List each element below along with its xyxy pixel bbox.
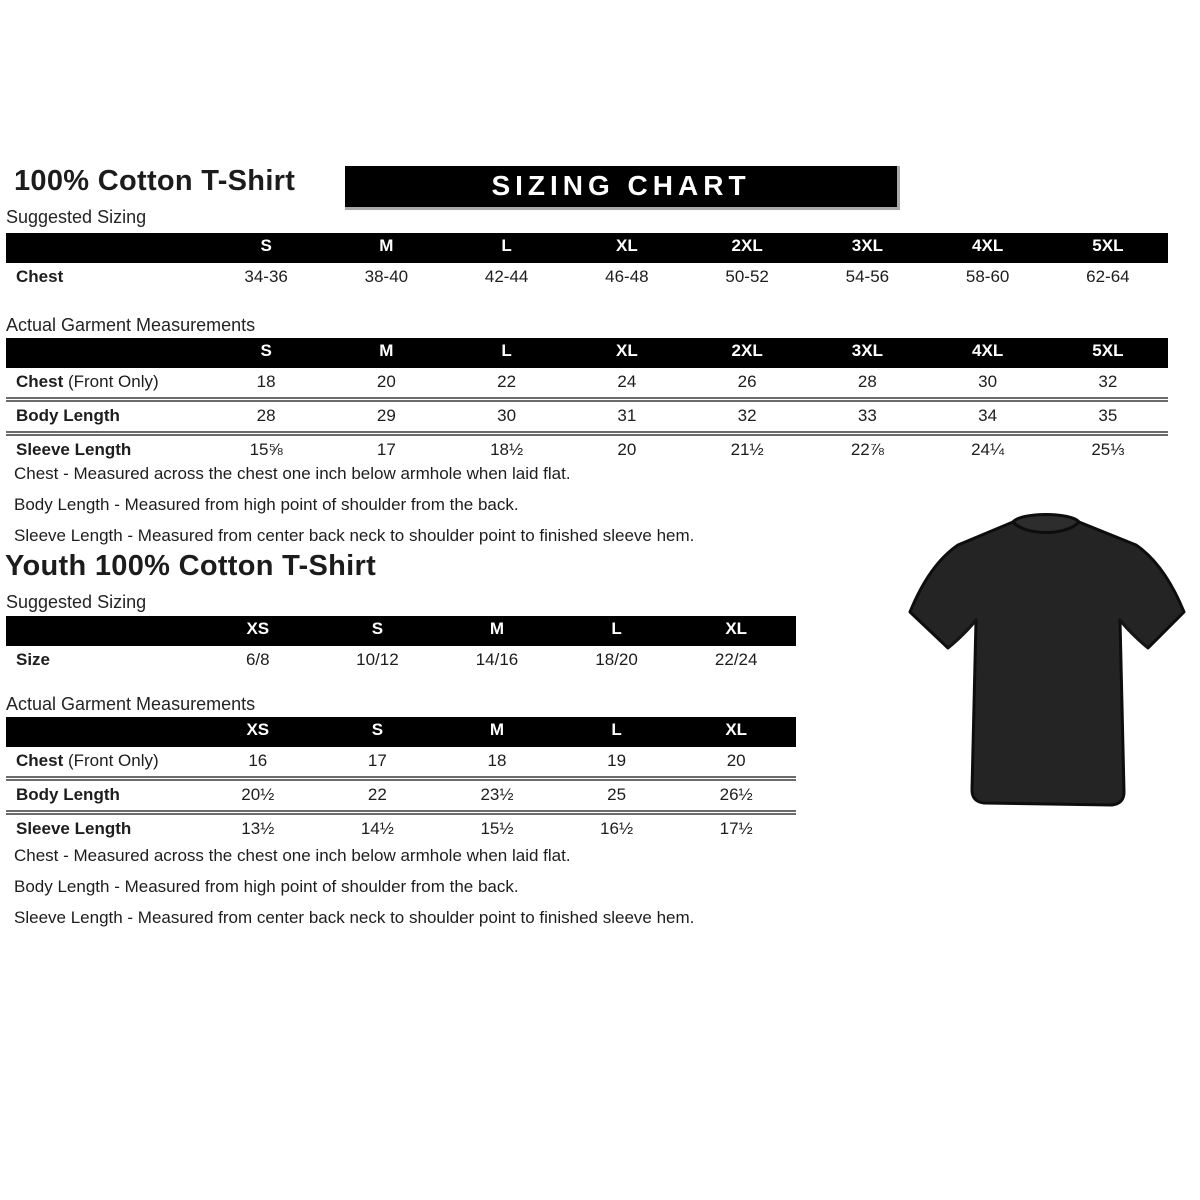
row-label-text: Size — [16, 650, 51, 669]
table-cell: 16½ — [557, 813, 677, 845]
table-cell: 18/20 — [557, 645, 677, 676]
table-cell: 35 — [1048, 400, 1168, 434]
size-column-header: S — [206, 233, 326, 262]
adult-title: 100% Cotton T-Shirt — [14, 165, 296, 197]
table-cell: 20 — [676, 746, 796, 779]
size-column-header: XL — [676, 717, 796, 746]
size-column-header: L — [447, 338, 567, 367]
sizing-chart-banner: SIZING CHART — [345, 166, 900, 210]
table-cell: 13½ — [198, 813, 318, 845]
size-column-header: XL — [567, 233, 687, 262]
table-cell: 25⅓ — [1048, 434, 1168, 466]
table-cell: 30 — [447, 400, 567, 434]
size-column-header: 3XL — [807, 233, 927, 262]
row-label-text: Chest — [16, 751, 64, 770]
table-row-size — [6, 645, 796, 676]
table-cell: 33 — [807, 400, 927, 434]
table-cell: 10/12 — [318, 645, 438, 676]
table-cell: 32 — [687, 400, 807, 434]
youth-title: Youth 100% Cotton T-Shirt — [5, 550, 377, 582]
size-column-header: M — [437, 616, 557, 645]
size-column-header: 5XL — [1048, 338, 1168, 367]
adult-measurement-notes — [14, 458, 694, 551]
table-cell: 38-40 — [326, 262, 446, 293]
row-label-suffix: (Front Only) — [63, 751, 159, 770]
table-cell: 14/16 — [437, 645, 557, 676]
table-cell: 34 — [928, 400, 1048, 434]
size-column-header: L — [557, 717, 677, 746]
table-cell: 46-48 — [567, 262, 687, 293]
note-body-length: Body Length - Measured from high point of shoulder from the back. — [14, 877, 519, 896]
row-label-text: Body Length — [16, 406, 120, 425]
adult-actual-measurements-table — [6, 338, 1168, 465]
size-column-header: XS — [198, 717, 318, 746]
table-cell: 23½ — [437, 779, 557, 813]
row-label — [6, 262, 206, 293]
size-column-header: 3XL — [807, 338, 927, 367]
table-row-body-length — [6, 779, 796, 813]
table-cell: 28 — [206, 400, 326, 434]
table-cell: 32 — [1048, 367, 1168, 400]
note-sleeve-length: Sleeve Length - Measured from center back neck to shoulder point to finished sleeve hem. — [14, 908, 695, 927]
row-label-text: Chest — [16, 267, 64, 286]
header-empty-cell — [6, 233, 206, 262]
row-label-text: Sleeve Length — [16, 440, 132, 459]
table-cell: 28 — [807, 367, 927, 400]
size-column-header: XS — [198, 616, 318, 645]
tshirt-image — [896, 490, 1196, 820]
table-header-row — [6, 233, 1168, 262]
table-header-row — [6, 616, 796, 645]
table-cell: 54-56 — [807, 262, 927, 293]
table-cell: 20 — [567, 434, 687, 466]
table-row-chest — [6, 746, 796, 779]
table-cell: 24 — [567, 367, 687, 400]
table-row-chest — [6, 367, 1168, 400]
table-cell: 22⅞ — [807, 434, 927, 466]
tshirt-icon — [896, 490, 1196, 820]
header-empty-cell — [6, 616, 198, 645]
table-cell: 62-64 — [1048, 262, 1168, 293]
table-cell: 17 — [318, 746, 438, 779]
table-row-body-length — [6, 400, 1168, 434]
row-label — [6, 746, 198, 779]
table-cell: 18 — [206, 367, 326, 400]
table-cell: 17½ — [676, 813, 796, 845]
table-header-row — [6, 338, 1168, 367]
table-cell: 29 — [326, 400, 446, 434]
note-chest: Chest - Measured across the chest one inch below armhole when laid flat. — [14, 846, 571, 865]
table-cell: 21½ — [687, 434, 807, 466]
size-column-header: S — [206, 338, 326, 367]
table-cell: 50-52 — [687, 262, 807, 293]
table-cell: 16 — [198, 746, 318, 779]
row-label — [6, 779, 198, 813]
size-column-header: S — [318, 616, 438, 645]
note-chest: Chest - Measured across the chest one inch below armhole when laid flat. — [14, 464, 571, 483]
youth-suggested-sizing-table — [6, 616, 796, 675]
table-cell: 25 — [557, 779, 677, 813]
table-cell: 26 — [687, 367, 807, 400]
table-cell: 19 — [557, 746, 677, 779]
size-column-header: XL — [567, 338, 687, 367]
table-cell: 20 — [326, 367, 446, 400]
size-column-header: S — [318, 717, 438, 746]
row-label-text: Chest — [16, 372, 64, 391]
table-cell: 17 — [326, 434, 446, 466]
size-column-header: L — [557, 616, 677, 645]
row-label — [6, 645, 198, 676]
size-column-header: 2XL — [687, 338, 807, 367]
table-cell: 22 — [447, 367, 567, 400]
size-column-header: M — [326, 233, 446, 262]
size-column-header: M — [437, 717, 557, 746]
adult-actual-measurements-label: Actual Garment Measurements — [6, 315, 256, 335]
table-cell: 24¼ — [928, 434, 1048, 466]
size-column-header: 4XL — [928, 233, 1048, 262]
table-cell: 6/8 — [198, 645, 318, 676]
table-cell: 22 — [318, 779, 438, 813]
table-cell: 22/24 — [676, 645, 796, 676]
size-column-header: L — [447, 233, 567, 262]
table-cell: 18 — [437, 746, 557, 779]
table-cell: 42-44 — [447, 262, 567, 293]
adult-suggested-sizing-table — [6, 233, 1168, 292]
table-cell: 26½ — [676, 779, 796, 813]
row-label-suffix: (Front Only) — [63, 372, 159, 391]
table-cell: 31 — [567, 400, 687, 434]
note-sleeve-length: Sleeve Length - Measured from center back neck to shoulder point to finished sleeve hem. — [14, 526, 695, 545]
note-body-length: Body Length - Measured from high point of shoulder from the back. — [14, 495, 519, 514]
table-header-row — [6, 717, 796, 746]
youth-actual-measurements-table — [6, 717, 796, 844]
youth-suggested-sizing-label: Suggested Sizing — [6, 592, 147, 612]
size-column-header: 2XL — [687, 233, 807, 262]
table-cell: 30 — [928, 367, 1048, 400]
table-cell: 15½ — [437, 813, 557, 845]
table-cell: 34-36 — [206, 262, 326, 293]
table-cell: 58-60 — [928, 262, 1048, 293]
youth-actual-measurements-label: Actual Garment Measurements — [6, 694, 256, 714]
header-empty-cell — [6, 338, 206, 367]
size-column-header: M — [326, 338, 446, 367]
row-label — [6, 367, 206, 400]
row-label — [6, 400, 206, 434]
row-label-text: Sleeve Length — [16, 819, 132, 838]
table-cell: 20½ — [198, 779, 318, 813]
table-row-chest — [6, 262, 1168, 293]
size-column-header: 4XL — [928, 338, 1048, 367]
adult-suggested-sizing-label: Suggested Sizing — [6, 207, 147, 227]
table-cell: 18½ — [447, 434, 567, 466]
table-cell: 15⅝ — [206, 434, 326, 466]
size-column-header: 5XL — [1048, 233, 1168, 262]
row-label-text: Body Length — [16, 785, 120, 804]
size-column-header: XL — [676, 616, 796, 645]
table-cell: 14½ — [318, 813, 438, 845]
header-empty-cell — [6, 717, 198, 746]
youth-measurement-notes — [14, 840, 694, 933]
